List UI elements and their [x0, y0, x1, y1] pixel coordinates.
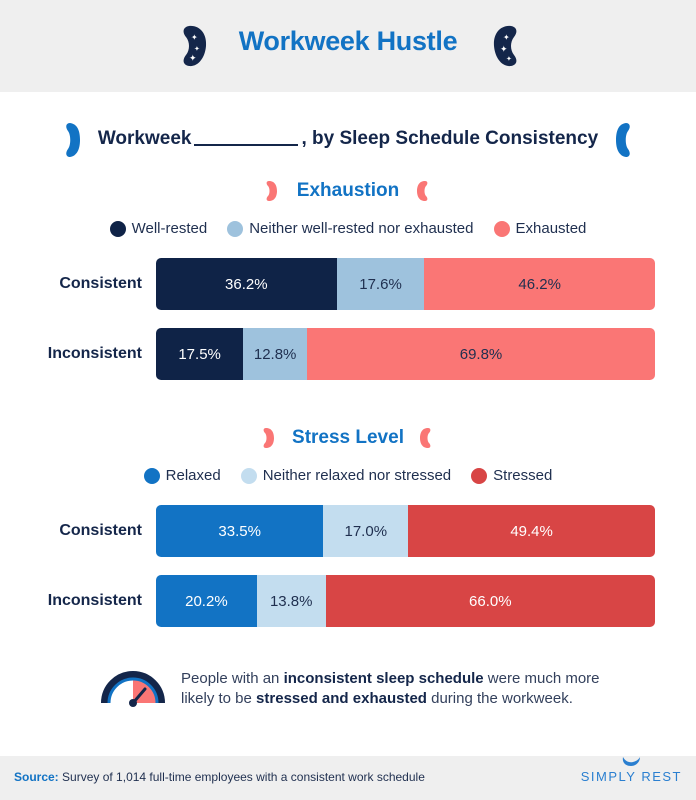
exhaustion-legend — [0, 220, 696, 237]
subtitle-prefix: Workweek — [97, 128, 192, 149]
stress-consistent-bar — [156, 505, 655, 557]
bar-segment-exhausted: 69.8% — [307, 328, 655, 380]
note-text: People with an — [181, 670, 284, 687]
source-label: Source: — [14, 770, 59, 784]
row-label-consistent: Consistent — [59, 522, 142, 539]
exhaustion-inconsistent-bar — [156, 328, 655, 380]
bar-segment-stressed: 49.4% — [408, 505, 655, 557]
brand-name: SIMPLY REST — [580, 769, 682, 784]
legend-item — [471, 467, 552, 484]
stress-level-title: Stress Level — [292, 427, 404, 448]
exhaustion-consistent-bar — [156, 258, 655, 310]
brand-moon-icon — [611, 756, 651, 768]
bar-segment-stressed: 66.0% — [326, 575, 655, 627]
note-emphasis: inconsistent sleep schedule — [283, 670, 484, 687]
note-text: during the workweek. — [426, 690, 573, 707]
bar-segment-relaxed: 20.2% — [156, 575, 257, 627]
legend-item — [241, 467, 451, 484]
moon-bean-icon — [492, 24, 520, 68]
bar-segment-neither-relaxed-nor-stressed: 13.8% — [257, 575, 326, 627]
bean-icon — [419, 427, 431, 449]
svg-text:✦: ✦ — [503, 33, 510, 42]
bar-segment-well-rested: 36.2% — [156, 258, 337, 310]
legend-label: Relaxed — [165, 467, 221, 484]
stress-legend — [0, 467, 696, 484]
key-finding-note — [181, 669, 621, 709]
row-label-consistent: Consistent — [59, 275, 142, 292]
subtitle-suffix: , by Sleep Schedule Consistency — [301, 128, 599, 149]
svg-text:✦: ✦ — [191, 33, 198, 42]
legend-dot — [227, 221, 243, 237]
legend-label: Well-rested — [131, 220, 208, 237]
bar-segment-well-rested: 17.5% — [156, 328, 243, 380]
legend-label: Stressed — [493, 467, 553, 484]
row-label-inconsistent: Inconsistent — [47, 345, 142, 362]
note-emphasis: stressed and exhausted — [256, 690, 427, 707]
subtitle-blank — [194, 144, 298, 146]
exhaustion-title: Exhaustion — [296, 180, 400, 201]
legend-item — [144, 467, 221, 484]
svg-text:✦: ✦ — [194, 45, 200, 53]
stress-inconsistent-bar — [156, 575, 655, 627]
legend-label: Exhausted — [515, 220, 587, 237]
legend-item — [227, 220, 473, 237]
subtitle — [0, 128, 696, 150]
legend-dot — [241, 468, 257, 484]
source-text: Survey of 1,014 full-time employees with a consistent work schedule — [62, 770, 425, 784]
note-text: were much more likely to be — [181, 670, 600, 707]
legend-label: Neither relaxed nor stressed — [262, 467, 452, 484]
bean-icon — [615, 122, 631, 158]
page-title: Workweek Hustle — [238, 26, 458, 56]
legend-item — [110, 220, 208, 237]
bar-segment-relaxed: 33.5% — [156, 505, 323, 557]
gauge-icon — [97, 665, 169, 709]
legend-dot — [144, 468, 160, 484]
svg-text:✦: ✦ — [189, 54, 197, 64]
svg-text:✦: ✦ — [500, 45, 508, 55]
bar-segment-neither-well-rested-nor-exhausted: 12.8% — [243, 328, 307, 380]
legend-label: Neither well-rested nor exhausted — [249, 220, 474, 237]
bar-segment-neither-well-rested-nor-exhausted: 17.6% — [337, 258, 425, 310]
source-note — [14, 770, 425, 784]
legend-item — [494, 220, 587, 237]
svg-text:✦: ✦ — [506, 55, 512, 63]
legend-dot — [471, 468, 487, 484]
bar-segment-neither-relaxed-nor-stressed: 17.0% — [323, 505, 408, 557]
bean-icon — [416, 180, 428, 202]
bar-segment-exhausted: 46.2% — [424, 258, 655, 310]
legend-dot — [494, 221, 510, 237]
legend-dot — [110, 221, 126, 237]
row-label-inconsistent: Inconsistent — [47, 592, 142, 609]
brand-logo — [581, 756, 682, 784]
